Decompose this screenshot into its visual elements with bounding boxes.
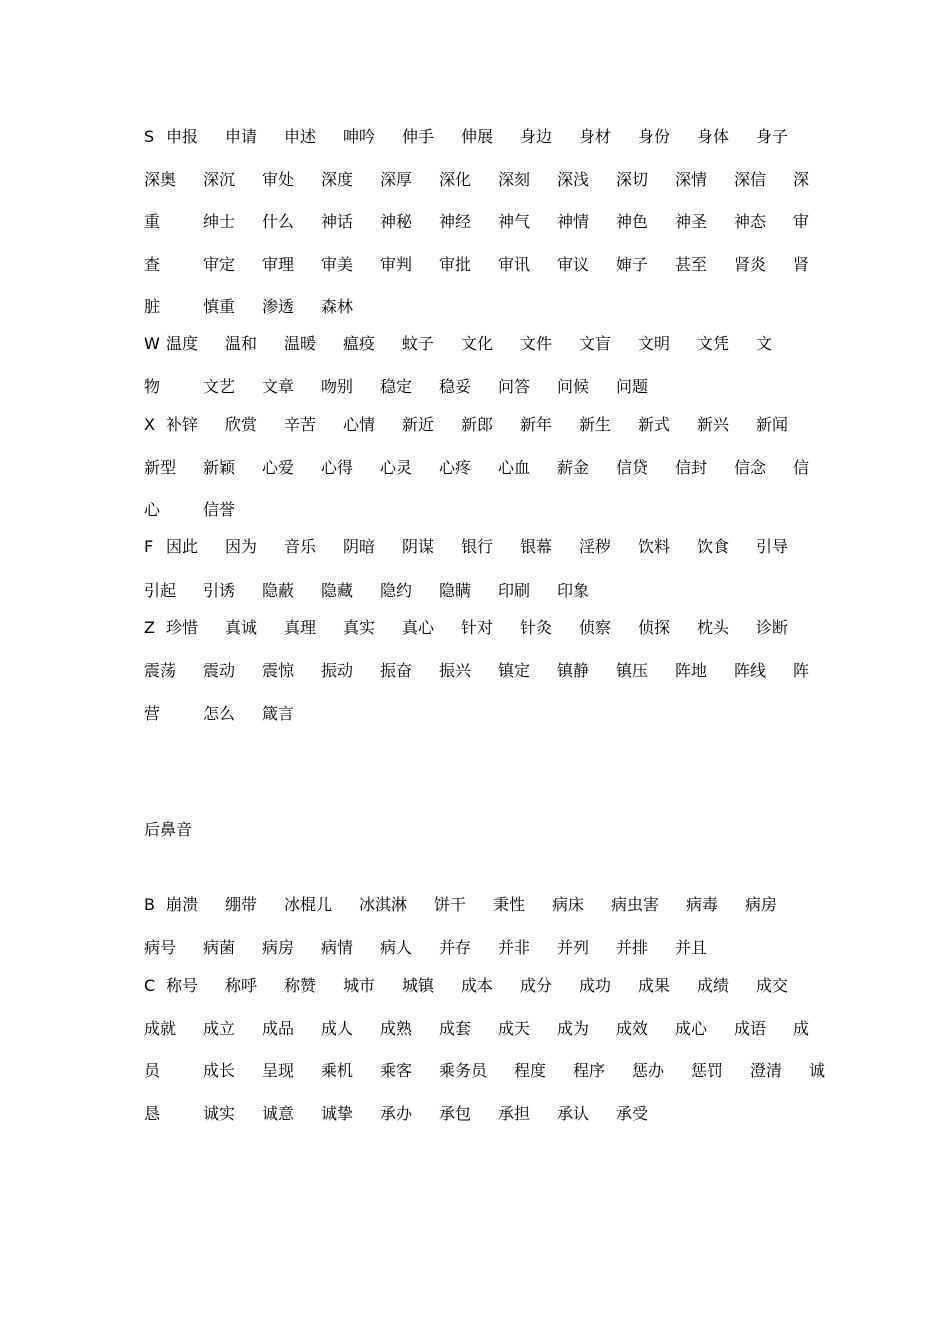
word: 深切: [616, 170, 649, 189]
word: 瘟疫: [343, 334, 376, 353]
initial-letter: C: [144, 976, 156, 995]
word: 文凭: [697, 334, 730, 353]
word: 并排: [616, 938, 649, 957]
word: 秉性: [493, 895, 526, 914]
word: 侦察: [579, 618, 612, 637]
word: 程度: [514, 1061, 547, 1080]
word: 冰棍儿: [284, 895, 333, 914]
word: 成为: [557, 1019, 590, 1038]
word: 隐蔽: [262, 581, 295, 600]
word: 薪金: [557, 458, 590, 477]
word: 镇静: [557, 661, 590, 680]
word: 针灸: [520, 618, 553, 637]
word: 冰淇淋: [359, 895, 408, 914]
word: 身份: [638, 127, 671, 146]
word: 银幕: [520, 537, 553, 556]
word: 什么: [262, 212, 295, 231]
word: 饼干: [434, 895, 467, 914]
word: 侦探: [638, 618, 671, 637]
word: 深: [793, 170, 810, 189]
word: 新式: [638, 415, 671, 434]
word: 森林: [321, 297, 354, 316]
word: 箴言: [262, 704, 295, 723]
word: 承包: [439, 1104, 472, 1123]
word: 成果: [638, 976, 671, 995]
word: 婶子: [616, 255, 649, 274]
word: 文艺: [203, 377, 236, 396]
initial-letter: F: [144, 537, 154, 556]
word: 物: [144, 377, 161, 396]
word: 并列: [557, 938, 590, 957]
word: 病虫害: [611, 895, 660, 914]
word: 乘客: [380, 1061, 413, 1080]
word: 乘务员: [439, 1061, 488, 1080]
word: 伸展: [461, 127, 494, 146]
word: 新近: [402, 415, 435, 434]
word: 深厚: [380, 170, 413, 189]
word: 神话: [321, 212, 354, 231]
word: 病情: [321, 938, 354, 957]
word: 新兴: [697, 415, 730, 434]
word: 成人: [321, 1019, 354, 1038]
word: 身边: [520, 127, 553, 146]
word: 成心: [675, 1019, 708, 1038]
word: 病毒: [686, 895, 719, 914]
word: 饮食: [697, 537, 730, 556]
word: 营: [144, 704, 161, 723]
word: 慎重: [203, 297, 236, 316]
word: 诚挚: [321, 1104, 354, 1123]
word: 成本: [461, 976, 494, 995]
word: 信: [793, 458, 810, 477]
word: 成绩: [697, 976, 730, 995]
word: 深刻: [498, 170, 531, 189]
initial-letter: B: [144, 895, 155, 914]
word: 成效: [616, 1019, 649, 1038]
word: 稳妥: [439, 377, 472, 396]
word: 文件: [520, 334, 553, 353]
word: 隐约: [380, 581, 413, 600]
word: 神情: [557, 212, 590, 231]
initial-letter: X: [144, 415, 155, 434]
word: 心: [144, 500, 161, 519]
word: 承担: [498, 1104, 531, 1123]
word: 震惊: [262, 661, 295, 680]
word: 神气: [498, 212, 531, 231]
word: 审议: [557, 255, 590, 274]
word: 隐瞒: [439, 581, 472, 600]
word: 印象: [557, 581, 590, 600]
word: 病床: [552, 895, 585, 914]
word: 申请: [225, 127, 258, 146]
word: 审: [793, 212, 810, 231]
word: 新生: [579, 415, 612, 434]
word: 信誉: [203, 500, 236, 519]
word: 肾: [793, 255, 810, 274]
word: 温暖: [284, 334, 317, 353]
word: 诚: [809, 1061, 826, 1080]
word: 惩罚: [691, 1061, 724, 1080]
word: 新郎: [461, 415, 494, 434]
word: 银行: [461, 537, 494, 556]
word: 成天: [498, 1019, 531, 1038]
word: 重: [144, 212, 161, 231]
word: 承受: [616, 1104, 649, 1123]
word: 震荡: [144, 661, 177, 680]
word: 成交: [756, 976, 789, 995]
word: 诊断: [756, 618, 789, 637]
initial-letter: Z: [144, 618, 155, 637]
word: 音乐: [284, 537, 317, 556]
word: 新年: [520, 415, 553, 434]
word: 成功: [579, 976, 612, 995]
word: 稳定: [380, 377, 413, 396]
word: 怎么: [203, 704, 236, 723]
word: 成立: [203, 1019, 236, 1038]
word: 审定: [203, 255, 236, 274]
word: 脏: [144, 297, 161, 316]
word: 信封: [675, 458, 708, 477]
word: 新型: [144, 458, 177, 477]
word: 阴谋: [402, 537, 435, 556]
word: 神圣: [675, 212, 708, 231]
word: 问题: [616, 377, 649, 396]
word: 引诱: [203, 581, 236, 600]
word: 并存: [439, 938, 472, 957]
word: 病人: [380, 938, 413, 957]
word: 程序: [573, 1061, 606, 1080]
word: 病房: [745, 895, 778, 914]
word: 审理: [262, 255, 295, 274]
word: 阵线: [734, 661, 767, 680]
word: 深信: [734, 170, 767, 189]
word: 镇定: [498, 661, 531, 680]
word: 神态: [734, 212, 767, 231]
word: 振动: [321, 661, 354, 680]
word: 心疼: [439, 458, 472, 477]
word: 问候: [557, 377, 590, 396]
word: 成长: [203, 1061, 236, 1080]
word: 针对: [461, 618, 494, 637]
word: 员: [144, 1061, 161, 1080]
word: 绷带: [225, 895, 258, 914]
word: 承认: [557, 1104, 590, 1123]
word: 审讯: [498, 255, 531, 274]
word: 承办: [380, 1104, 413, 1123]
word: 成熟: [380, 1019, 413, 1038]
word: 神色: [616, 212, 649, 231]
word: 镇压: [616, 661, 649, 680]
word: 呈现: [262, 1061, 295, 1080]
word: 真理: [284, 618, 317, 637]
word: 文明: [638, 334, 671, 353]
word: 蚊子: [402, 334, 435, 353]
word: 病号: [144, 938, 177, 957]
word: 神经: [439, 212, 472, 231]
word: 枕头: [697, 618, 730, 637]
word: 渗透: [262, 297, 295, 316]
word: 信念: [734, 458, 767, 477]
word: 淫秽: [579, 537, 612, 556]
word: 真心: [402, 618, 435, 637]
word: 乘机: [321, 1061, 354, 1080]
word: 深浅: [557, 170, 590, 189]
word: 深沉: [203, 170, 236, 189]
word: 城镇: [402, 976, 435, 995]
word: 问答: [498, 377, 531, 396]
word: 申述: [284, 127, 317, 146]
word: 深化: [439, 170, 472, 189]
word: 珍惜: [166, 618, 199, 637]
word: 文化: [461, 334, 494, 353]
word: 澄清: [750, 1061, 783, 1080]
word: 心情: [343, 415, 376, 434]
word: 身体: [697, 127, 730, 146]
word: 深情: [675, 170, 708, 189]
word: 病菌: [203, 938, 236, 957]
word: 心得: [321, 458, 354, 477]
word: 称赞: [284, 976, 317, 995]
word: 成就: [144, 1019, 177, 1038]
word: 并且: [675, 938, 708, 957]
word: 振兴: [439, 661, 472, 680]
word: 因此: [166, 537, 199, 556]
word: 真诚: [225, 618, 258, 637]
word: 诚意: [262, 1104, 295, 1123]
word: 阴暗: [343, 537, 376, 556]
word: 心爱: [262, 458, 295, 477]
word: 恳: [144, 1104, 161, 1123]
word: 信贷: [616, 458, 649, 477]
word: 称呼: [225, 976, 258, 995]
word: 成语: [734, 1019, 767, 1038]
word: 成套: [439, 1019, 472, 1038]
word: 审美: [321, 255, 354, 274]
word: 呻吟: [343, 127, 376, 146]
word: 并非: [498, 938, 531, 957]
word: 成分: [520, 976, 553, 995]
word: 查: [144, 255, 161, 274]
word: 引导: [756, 537, 789, 556]
initial-letter: W: [144, 334, 160, 353]
word: 温度: [166, 334, 199, 353]
word: 神秘: [380, 212, 413, 231]
word: 惩办: [632, 1061, 665, 1080]
word: 振奋: [380, 661, 413, 680]
word: 印刷: [498, 581, 531, 600]
word: 诚实: [203, 1104, 236, 1123]
word: 绅士: [203, 212, 236, 231]
word: 心血: [498, 458, 531, 477]
word: 心灵: [380, 458, 413, 477]
word: 新闻: [756, 415, 789, 434]
word: 崩溃: [166, 895, 199, 914]
word: 引起: [144, 581, 177, 600]
word: 阵地: [675, 661, 708, 680]
word: 震动: [203, 661, 236, 680]
word: 称号: [166, 976, 199, 995]
word: 吻别: [321, 377, 354, 396]
word: 真实: [343, 618, 376, 637]
word: 城市: [343, 976, 376, 995]
word: 阵: [793, 661, 810, 680]
word: 新颖: [203, 458, 236, 477]
word: 辛苦: [284, 415, 317, 434]
word: 身材: [579, 127, 612, 146]
word: 文盲: [579, 334, 612, 353]
word: 身子: [756, 127, 789, 146]
word: 因为: [225, 537, 258, 556]
word: 文章: [262, 377, 295, 396]
word: 饮料: [638, 537, 671, 556]
initial-letter: S: [144, 127, 155, 146]
word: 深度: [321, 170, 354, 189]
word: 温和: [225, 334, 258, 353]
word: 审判: [380, 255, 413, 274]
word: 伸手: [402, 127, 435, 146]
word: 肾炎: [734, 255, 767, 274]
section-heading-back-nasal: 后鼻音: [144, 820, 193, 839]
word: 深奥: [144, 170, 177, 189]
word: 文: [756, 334, 773, 353]
word: 审处: [262, 170, 295, 189]
word: 欣赏: [225, 415, 258, 434]
word: 隐藏: [321, 581, 354, 600]
word: 审批: [439, 255, 472, 274]
word: 成品: [262, 1019, 295, 1038]
word: 甚至: [675, 255, 708, 274]
word: 补锌: [166, 415, 199, 434]
word: 申报: [166, 127, 199, 146]
word: 成: [793, 1019, 810, 1038]
word: 病房: [262, 938, 295, 957]
